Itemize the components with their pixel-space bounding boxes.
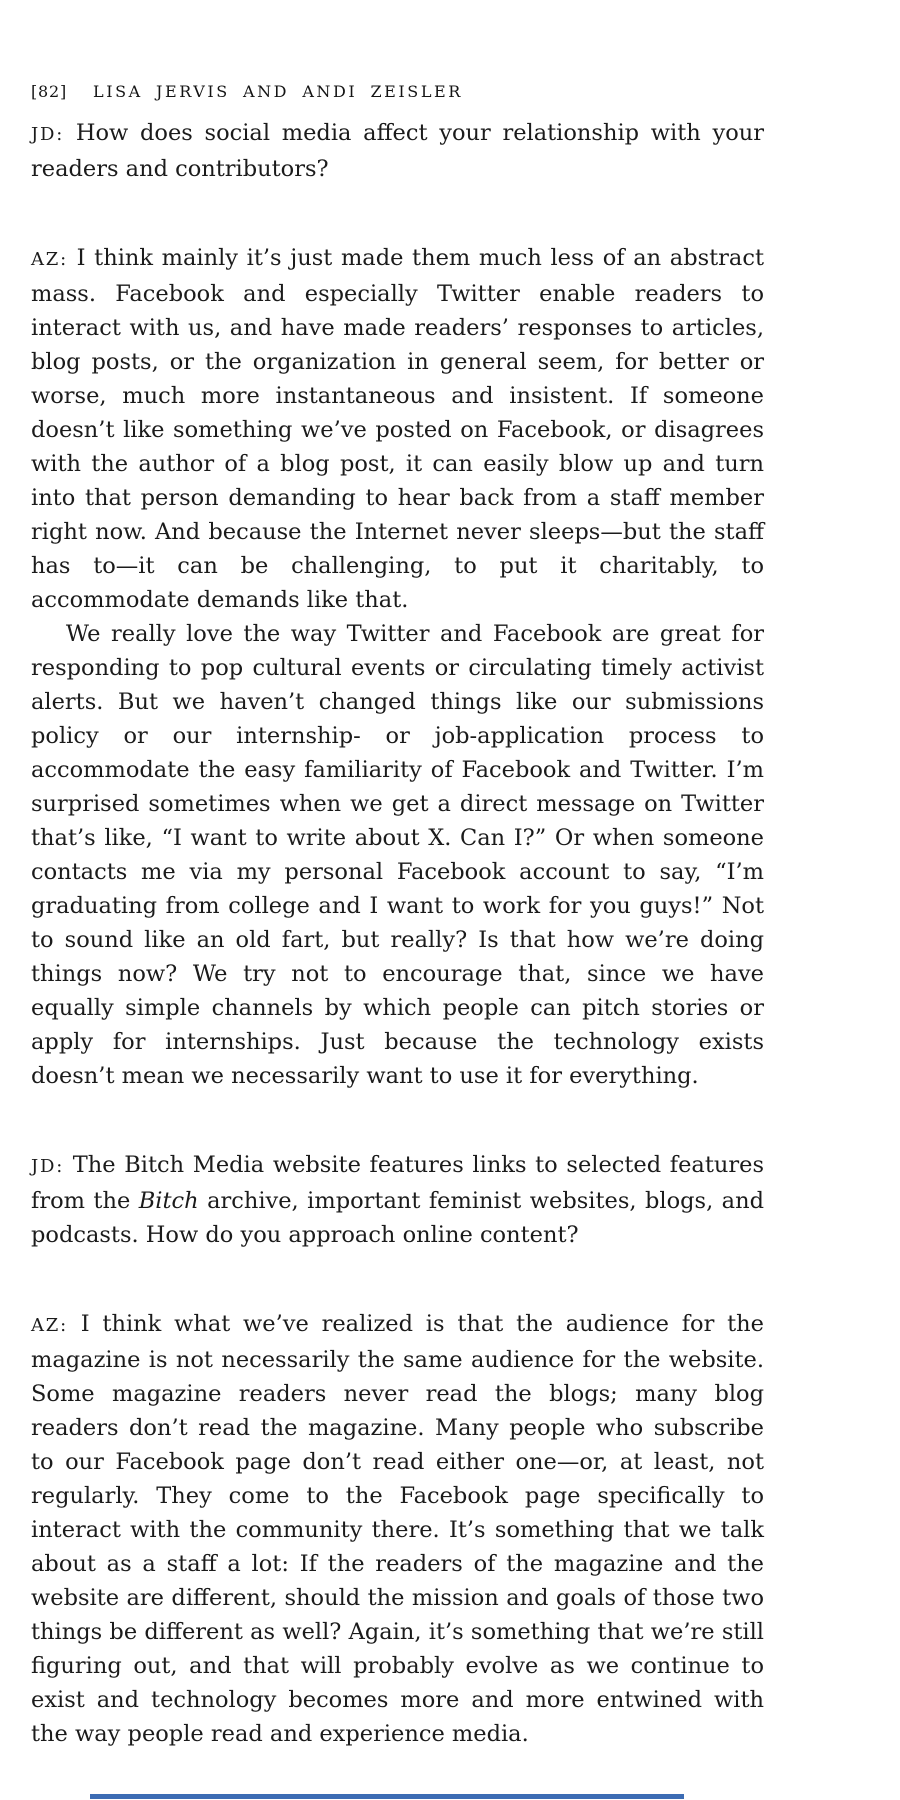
answer-1-paragraph	[31, 241, 764, 617]
answer-2-paragraph	[31, 1307, 764, 1751]
running-head-title: LISA JERVIS AND ANDI ZEISLER	[93, 82, 463, 101]
page-number: [82]	[31, 82, 68, 101]
question-2-text-after: archive, important feminist websites, blogs, and podcasts. How do you approach online content?	[31, 1188, 764, 1248]
italic-magazine-title: Bitch	[138, 1188, 199, 1214]
question-2-text-before: The Bitch Media website features links to selected features from the	[31, 1152, 764, 1214]
speaker-label-az-2: AZ:	[31, 1315, 68, 1336]
running-header	[31, 82, 764, 101]
answer-1-text: I think mainly it’s just made them much less of an abstract mass. Facebook and especially Twitter enable readers to interact with us, and have made readers’ responses to articles, blog posts, or the organization in general seem, for better or worse, much more instantaneous and insistent. If someone doesn’t like something we’ve posted on Facebook, or disagrees with the author of a blog post, it can easily blow up and turn into that person demanding to hear back from a staff member right now. And because the Internet never sleeps—but the staff has to—it can be challenging, to put it charitably, to accommodate demands like that.	[31, 245, 764, 613]
question-1-text: How does social media affect your relationship with your readers and contributors?	[31, 120, 764, 182]
answer-2-text: I think what we’ve realized is that the audience for the magazine is not necessarily the same audience for the website. Some magazine readers never read the blogs; many blog readers don’t read the magazine. Many people who subscribe to our Facebook page don’t read either one—or, at least, not regularly. They come to the Facebook page specifically to interact with the community there. It’s something that we talk about as a staff a lot: If the readers of the magazine and the website are different, should the mission and goals of those two things be different as well? Again, it’s something that we’re still figuring out, and that will probably evolve as we continue to exist and technology becomes more and more entwined with the way people read and experience media.	[31, 1311, 764, 1747]
speaker-label-jd: JD:	[31, 124, 65, 145]
question-2-paragraph	[31, 1148, 764, 1252]
speaker-label-az: AZ:	[31, 249, 68, 270]
text-column	[31, 82, 764, 1751]
question-1-paragraph	[31, 116, 764, 186]
bottom-blue-bar	[90, 1794, 684, 1799]
answer-1-continued-paragraph	[31, 617, 764, 1093]
answer-1-continued-text: We really love the way Twitter and Facebook are great for responding to pop cultural events or circulating timely activist alerts. But we haven’t changed things like our submissions policy or our internship- or job-application process to accommodate the easy familiarity of Facebook and Twitter. I’m surprised sometimes when we get a direct message on Twitter that’s like, “I want to write about X. Can I?” Or when someone contacts me via my personal Facebook account to say, “I’m graduating from college and I want to work for you guys!” Not to sound like an old fart, but really? Is that how we’re doing things now? We try not to encourage that, since we have equally simple channels by which people can pitch stories or apply for internships. Just because the technology exists doesn’t mean we necessarily want to use it for everything.	[31, 621, 764, 1089]
speaker-label-jd-2: JD:	[31, 1156, 65, 1177]
